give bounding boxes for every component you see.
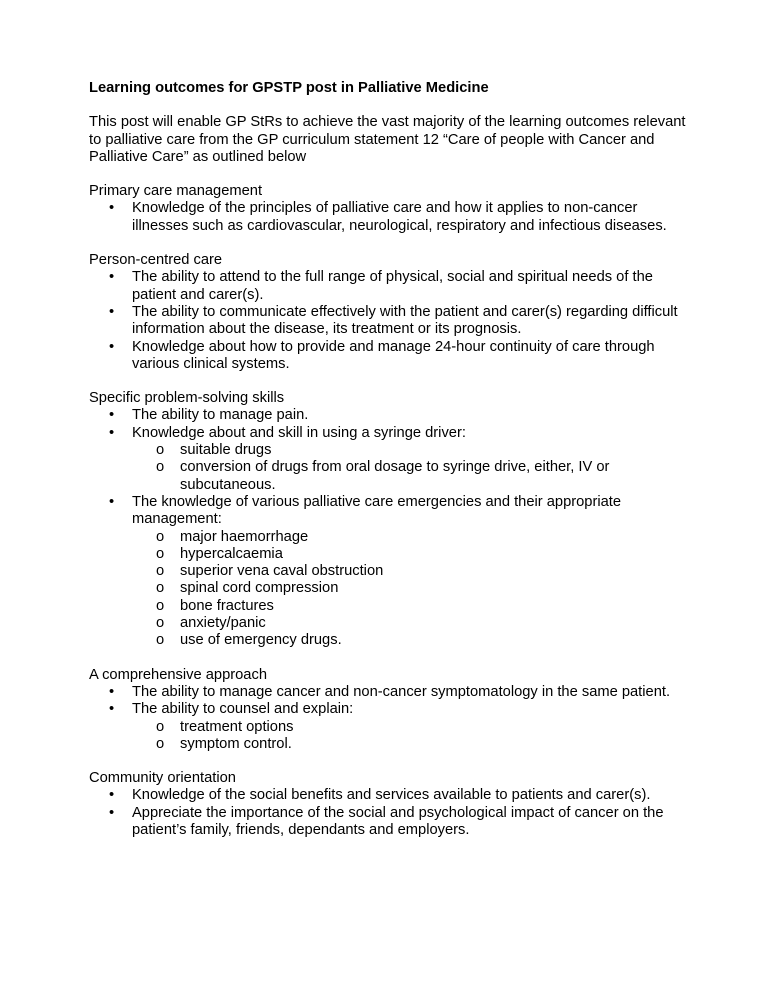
- sub-item: o use of emergency drugs.: [132, 632, 689, 649]
- sub-list: [132, 529, 689, 650]
- bullet-item: • Knowledge about how to provide and manage 24-hour continuity of care through various clinical systems.: [89, 339, 689, 374]
- section-heading: Person-centred care: [89, 252, 223, 269]
- bullet-list: [89, 200, 689, 235]
- bullet-text: Knowledge about and skill in using a syringe driver:: [132, 424, 466, 441]
- bullet-item: • Appreciate the importance of the social and psychological impact of cancer on the patient’s family, friends, dependants and employers.: [89, 805, 689, 840]
- bullet-item: • The ability to communicate effectively with the patient and carer(s) regarding difficult information about the disease, its treatment or its prognosis.: [89, 304, 689, 339]
- sub-item: o bone fractures: [132, 598, 689, 615]
- sub-item: o hypercalcaemia: [132, 546, 689, 563]
- section-specific-problem-solving-skills: [89, 390, 689, 649]
- sub-item: o suitable drugs: [132, 442, 689, 459]
- section-person-centred-care: [89, 252, 689, 373]
- sub-item: o treatment options: [132, 719, 689, 736]
- sub-item: o major haemorrhage: [132, 529, 689, 546]
- section-comprehensive-approach: [89, 667, 689, 753]
- bullet-item: [89, 701, 689, 753]
- sub-item: o conversion of drugs from oral dosage to syringe drive, either, IV or subcutaneous.: [132, 459, 689, 494]
- sub-list: [132, 442, 689, 494]
- section-heading: A comprehensive approach: [89, 666, 267, 683]
- bullet-list: [89, 684, 689, 753]
- bullet-text: The knowledge of various palliative care emergencies and their appropriate management:: [132, 493, 622, 528]
- bullet-item: • Knowledge of the principles of palliative care and how it applies to non-cancer illnesses such as cardiovascular, neurological, respiratory and infectious diseases.: [89, 200, 689, 235]
- bullet-item: [89, 425, 689, 494]
- bullet-item: [89, 494, 689, 650]
- section-heading: Community orientation: [89, 770, 236, 787]
- bullet-text: The ability to manage pain.: [132, 407, 309, 424]
- bullet-text: The ability to counsel and explain:: [132, 701, 354, 718]
- bullet-item: [89, 684, 689, 701]
- bullet-item: [89, 407, 689, 424]
- sub-item: o symptom control.: [132, 736, 689, 753]
- bullet-item: • The ability to attend to the full range of physical, social and spiritual needs of the patient and carer(s).: [89, 269, 689, 304]
- bullet-item: • Knowledge of the social benefits and services available to patients and carer(s).: [89, 787, 689, 804]
- bullet-list: [89, 787, 689, 839]
- bullet-list: [89, 269, 689, 373]
- section-heading: Primary care management: [89, 183, 263, 200]
- sub-item: o superior vena caval obstruction: [132, 563, 689, 580]
- section-heading: Specific problem-solving skills: [89, 390, 285, 407]
- sub-item: o anxiety/panic: [132, 615, 689, 632]
- document-page: [89, 80, 689, 856]
- document-title: Learning outcomes for GPSTP post in Palliative Medicine: [89, 80, 489, 96]
- sub-item: o spinal cord compression: [132, 580, 689, 597]
- intro-paragraph: This post will enable GP StRs to achieve the vast majority of the learning outcomes relevant to palliative care from the GP curriculum statement 12 “Care of people with Cancer and Palliative Care” as outlined below: [89, 114, 686, 165]
- bullet-list: [89, 407, 689, 649]
- bullet-text: The ability to manage cancer and non-cancer symptomatology in the same patient.: [132, 683, 671, 700]
- section-primary-care-management: [89, 183, 689, 235]
- section-community-orientation: [89, 770, 689, 839]
- sub-list: [132, 719, 689, 754]
